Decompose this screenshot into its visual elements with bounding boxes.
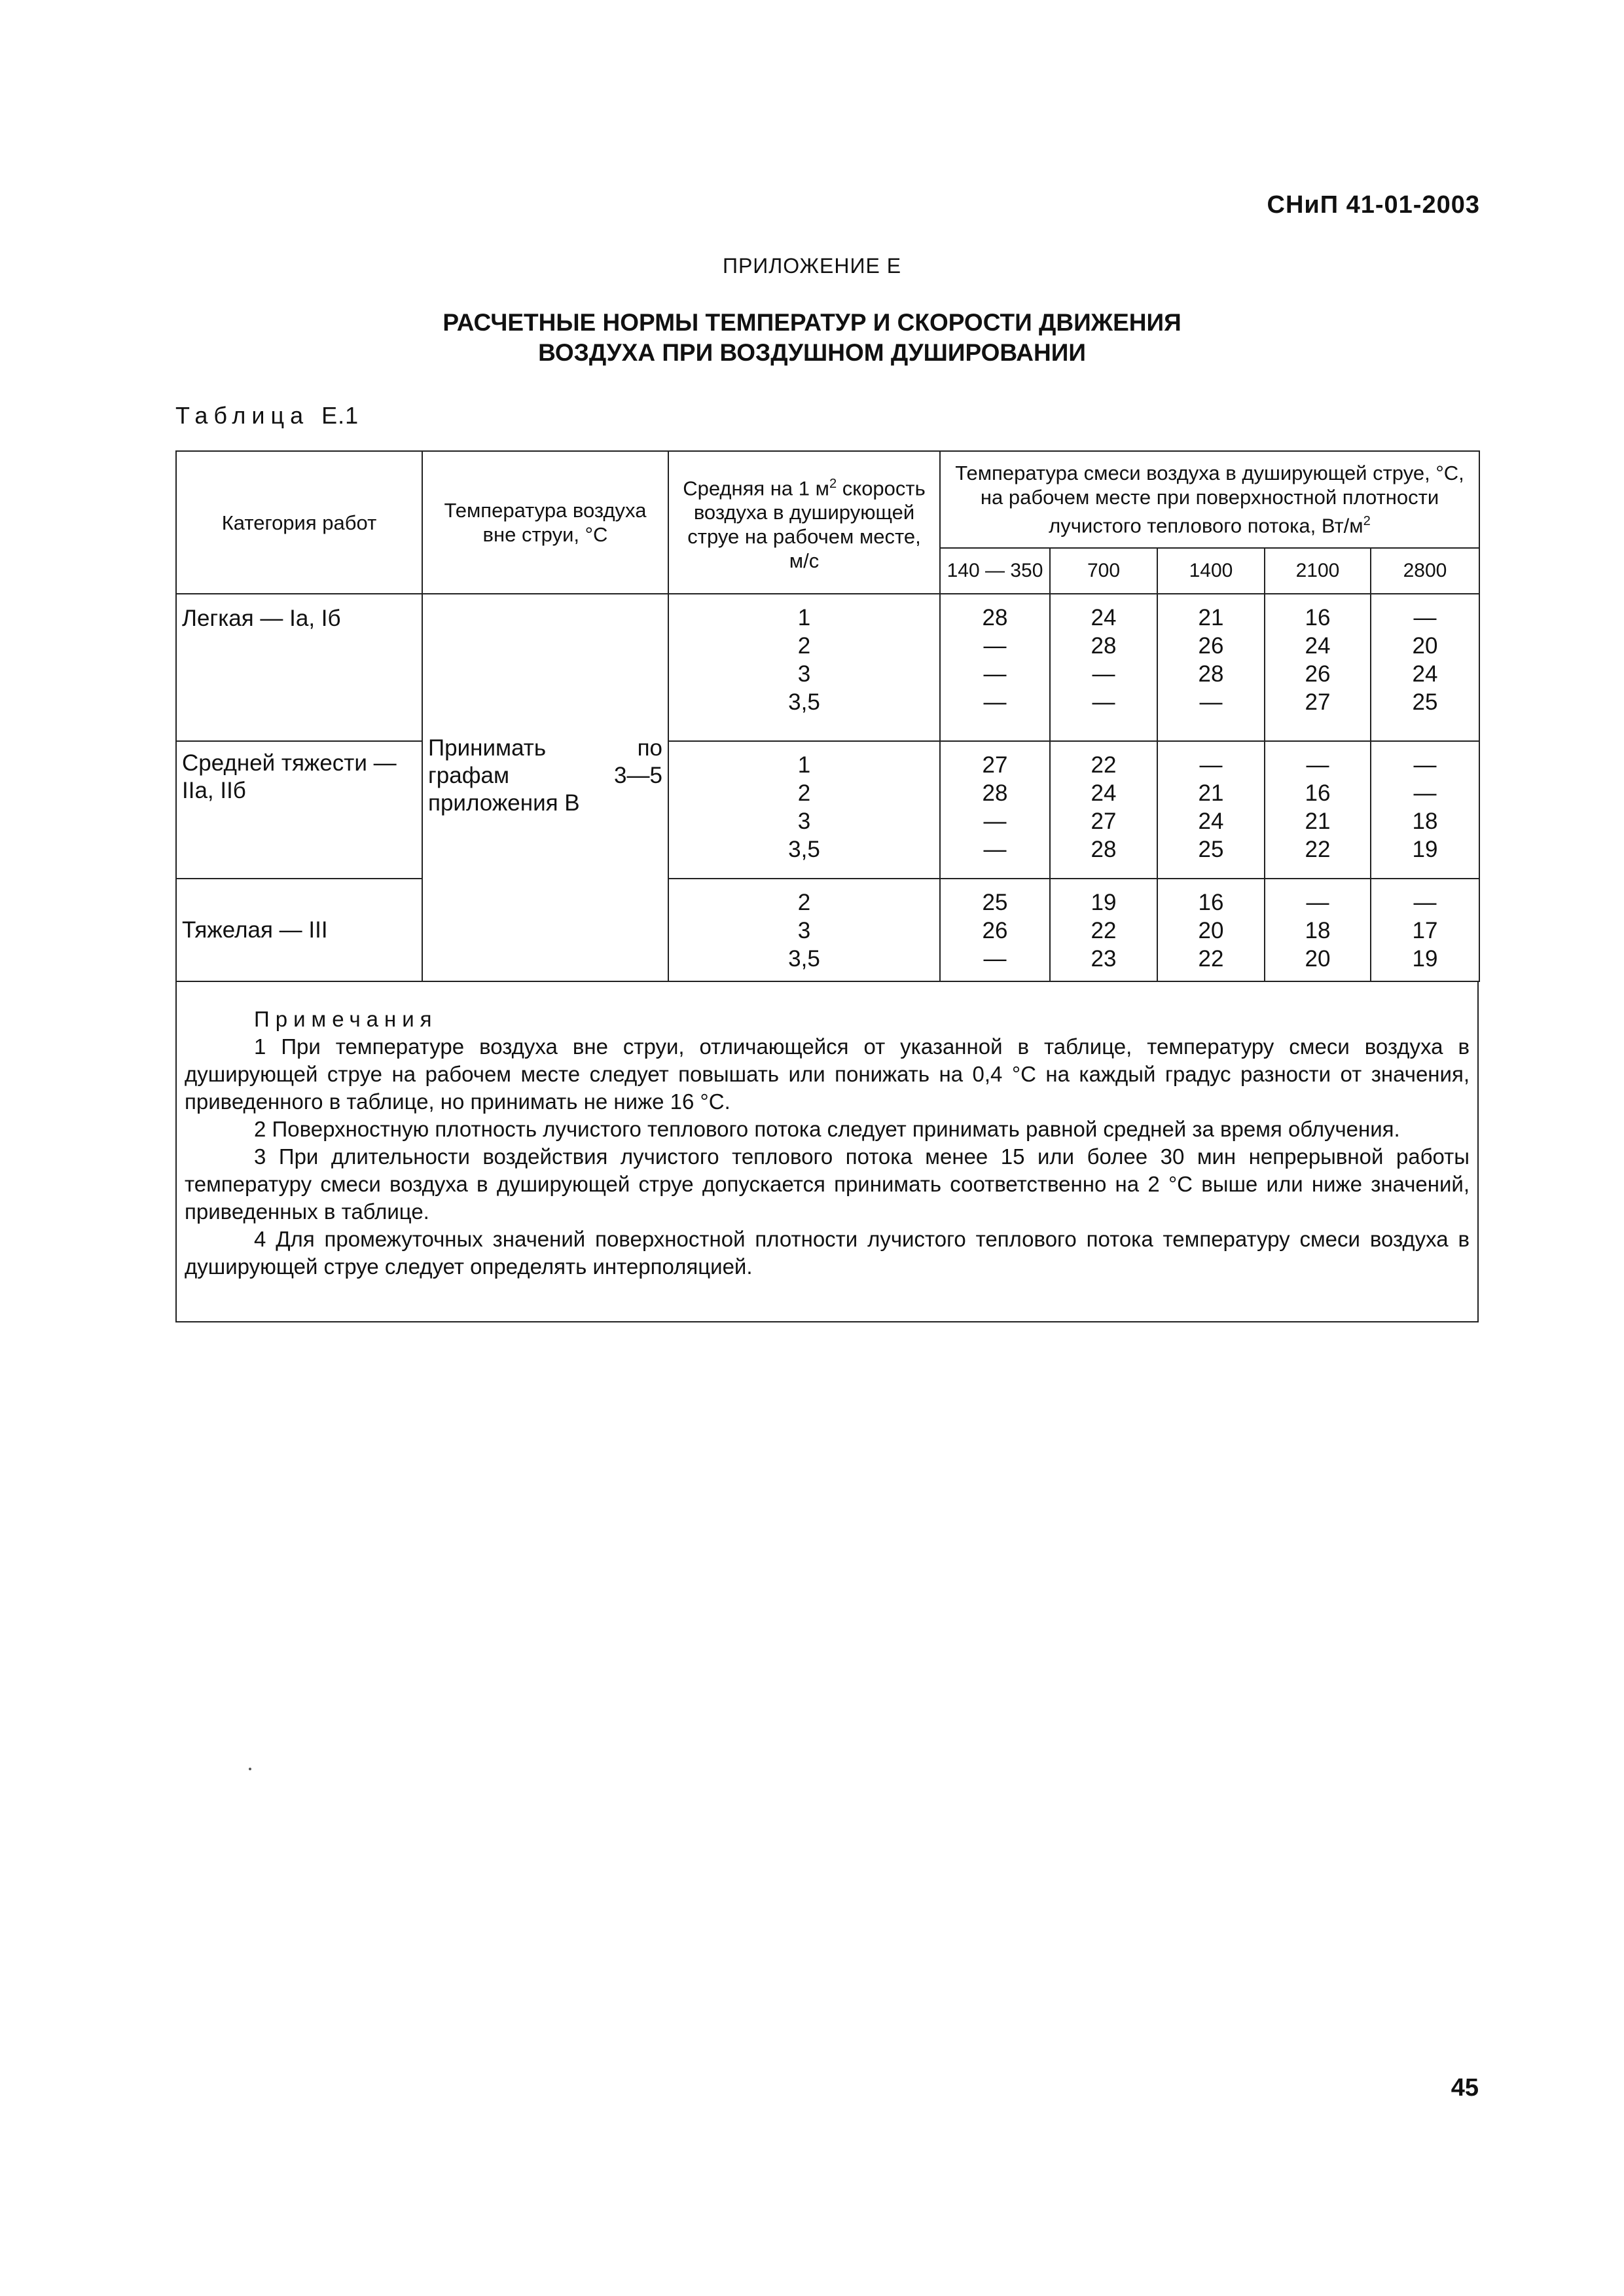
temp-cell-2800 — [1371, 594, 1479, 741]
temp-value: — — [1306, 752, 1329, 778]
temp-cell-2100 — [1265, 741, 1371, 879]
temp-value: 26 — [1198, 633, 1224, 659]
speed-value: 3 — [797, 661, 811, 687]
temp-value: 18 — [1412, 809, 1438, 834]
speed-value: 1 — [797, 605, 811, 630]
speed-value: 2 — [797, 633, 811, 659]
temp-value: 27 — [982, 752, 1008, 778]
temp-cell-2800 — [1371, 741, 1479, 879]
header-air-speed — [668, 451, 940, 594]
header-flux-2800: 2800 — [1371, 548, 1479, 594]
speed-cell — [668, 594, 940, 741]
table-row — [176, 741, 1479, 879]
speed-value: 3,5 — [788, 689, 820, 715]
table-row — [176, 879, 1479, 981]
temp-value: 16 — [1305, 605, 1331, 630]
header-mix-temperature-sup: 2 — [1363, 514, 1371, 529]
temp-value: — — [1199, 752, 1223, 778]
table-row — [176, 594, 1479, 741]
speed-value: 3 — [797, 918, 811, 943]
temp-value: 24 — [1091, 605, 1117, 630]
temp-cell-1400 — [1157, 741, 1265, 879]
temp-value: 28 — [1091, 837, 1117, 862]
temp-cell-700 — [1050, 741, 1157, 879]
note-item: 3 При длительности воздействия лучистого теплового потока менее 15 или более 30 мин непрерывной работы температуру смеси воздуха в душирующей струе допускается принимать соответственно на 2 °С выше или ниже значений, приведенных в таблице. — [185, 1144, 1470, 1224]
temp-value: 22 — [1305, 837, 1331, 862]
note-item: 1 При температуре воздуха вне струи, отличающейся от указанной в таблице, температуру смеси воздуха в душирующей струе на рабочем месте следует повышать или понижать на 0,4 °С на каждый градус разности от значения, приведенного в таблице, но принимать не ниже 16 °С. — [185, 1034, 1470, 1114]
header-flux-2100: 2100 — [1265, 548, 1371, 594]
temp-value: 20 — [1305, 946, 1331, 972]
header-outside-temperature-text: Температура воздуха вне струи, — [444, 499, 647, 546]
header-outside-temperature-unit: °С — [585, 523, 608, 546]
speed-cell — [668, 741, 940, 879]
speed-value: 2 — [797, 780, 811, 806]
scan-speck — [249, 1768, 251, 1770]
temp-value: 24 — [1198, 809, 1224, 834]
data-table — [175, 450, 1480, 982]
header-mix-temperature-group — [940, 451, 1479, 548]
temp-value: 25 — [982, 890, 1008, 915]
temp-value: 28 — [982, 780, 1008, 806]
temp-value: — — [983, 633, 1007, 659]
temp-cell-1400 — [1157, 879, 1265, 981]
temp-value: 20 — [1412, 633, 1438, 659]
temp-cell-2100 — [1265, 879, 1371, 981]
appendix-label: ПРИЛОЖЕНИЕ Е — [722, 254, 902, 278]
temp-value: 22 — [1198, 946, 1224, 972]
speed-cell — [668, 879, 940, 981]
category-light: Легкая — Iа, Iб — [176, 594, 422, 741]
table-label-number: Е.1 — [321, 402, 359, 429]
temp-value: 23 — [1091, 946, 1117, 972]
temp-value: 20 — [1198, 918, 1224, 943]
temp-value: 24 — [1412, 661, 1438, 687]
temp-value: 24 — [1091, 780, 1117, 806]
header-air-speed-sup: 2 — [829, 476, 837, 491]
temp-cell-140-350 — [940, 741, 1050, 879]
speed-value: 3,5 — [788, 946, 820, 972]
speed-value: 3 — [797, 809, 811, 834]
temp-value: 19 — [1091, 890, 1117, 915]
temp-value: — — [983, 837, 1007, 862]
temp-value: 21 — [1198, 780, 1224, 806]
note-item: 2 Поверхностную плотность лучистого теплового потока следует принимать равной средней за время облучения. — [254, 1117, 1400, 1141]
outside-temperature-text: Принимать по графам 3—5 приложения В — [428, 735, 662, 816]
header-flux-1400: 1400 — [1157, 548, 1265, 594]
temp-value: 26 — [982, 918, 1008, 943]
header-air-speed-line1: Средняя на 1 м — [683, 477, 829, 500]
header-flux-700: 700 — [1050, 548, 1157, 594]
temp-value: — — [1306, 890, 1329, 915]
notes-title: Примечания — [254, 1007, 438, 1031]
temp-value: — — [1413, 752, 1437, 778]
temp-value: — — [983, 809, 1007, 834]
note-item: 4 Для промежуточных значений поверхностной плотности лучистого теплового потока температуру смеси воздуха в душирующей струе следует определять интерполяцией. — [185, 1227, 1470, 1279]
temp-value: 19 — [1412, 946, 1438, 972]
speed-value: 1 — [797, 752, 811, 778]
temp-value: — — [1092, 689, 1115, 715]
temp-value: 25 — [1412, 689, 1438, 715]
header-mix-temperature-text: Температура смеси воздуха в душирующей струе, °С, на рабочем месте при поверхностной плотности лучистого теплового потока, Вт/м — [955, 462, 1464, 538]
temp-value: 27 — [1305, 689, 1331, 715]
temp-value: — — [1199, 689, 1223, 715]
temp-value: — — [1413, 890, 1437, 915]
category-medium: Средней тяжести — IIа, IIб — [176, 741, 422, 879]
page-number: 45 — [1451, 2074, 1479, 2102]
temp-value: 28 — [982, 605, 1008, 630]
temp-value: 21 — [1198, 605, 1224, 630]
temp-cell-700 — [1050, 594, 1157, 741]
speed-value: 2 — [797, 890, 811, 915]
temp-value: 27 — [1091, 809, 1117, 834]
header-category: Категория работ — [176, 451, 422, 594]
table-notes — [175, 981, 1479, 1322]
temp-value: — — [1413, 605, 1437, 630]
temp-value: 28 — [1198, 661, 1224, 687]
temp-value: 24 — [1305, 633, 1331, 659]
table-label — [175, 402, 359, 429]
outside-temperature-shared — [422, 594, 668, 981]
temp-value: — — [1413, 780, 1437, 806]
temp-value: 21 — [1305, 809, 1331, 834]
temp-cell-140-350 — [940, 594, 1050, 741]
temp-value: 25 — [1198, 837, 1224, 862]
temp-cell-2100 — [1265, 594, 1371, 741]
temp-value: 22 — [1091, 752, 1117, 778]
title-line-1: РАСЧЕТНЫЕ НОРМЫ ТЕМПЕРАТУР И СКОРОСТИ ДВИЖЕНИЯ — [442, 309, 1182, 336]
temp-value: 16 — [1198, 890, 1224, 915]
temp-value: — — [983, 661, 1007, 687]
table-label-word: Таблица — [175, 402, 310, 429]
temp-cell-140-350 — [940, 879, 1050, 981]
temp-value: — — [983, 946, 1007, 972]
temp-cell-2800 — [1371, 879, 1479, 981]
temp-value: 28 — [1091, 633, 1117, 659]
document-code: СНиП 41-01-2003 — [1267, 191, 1480, 219]
speed-value: 3,5 — [788, 837, 820, 862]
temp-cell-700 — [1050, 879, 1157, 981]
header-outside-temperature — [422, 451, 668, 594]
temp-value: — — [983, 689, 1007, 715]
temp-value: 19 — [1412, 837, 1438, 862]
header-flux-140-350: 140 — 350 — [940, 548, 1050, 594]
temp-value: — — [1092, 661, 1115, 687]
temp-value: 17 — [1412, 918, 1438, 943]
category-heavy: Тяжелая — III — [176, 879, 422, 981]
title-line-2: ВОЗДУХА ПРИ ВОЗДУШНОМ ДУШИРОВАНИИ — [538, 339, 1086, 366]
temp-value: 18 — [1305, 918, 1331, 943]
header-air-speed-rest: скорость воздуха в душирующей струе на рабочем месте, м/с — [687, 477, 926, 573]
temp-value: 22 — [1091, 918, 1117, 943]
temp-value: 16 — [1305, 780, 1331, 806]
temp-cell-1400 — [1157, 594, 1265, 741]
page-title — [0, 308, 1624, 368]
temp-value: 26 — [1305, 661, 1331, 687]
